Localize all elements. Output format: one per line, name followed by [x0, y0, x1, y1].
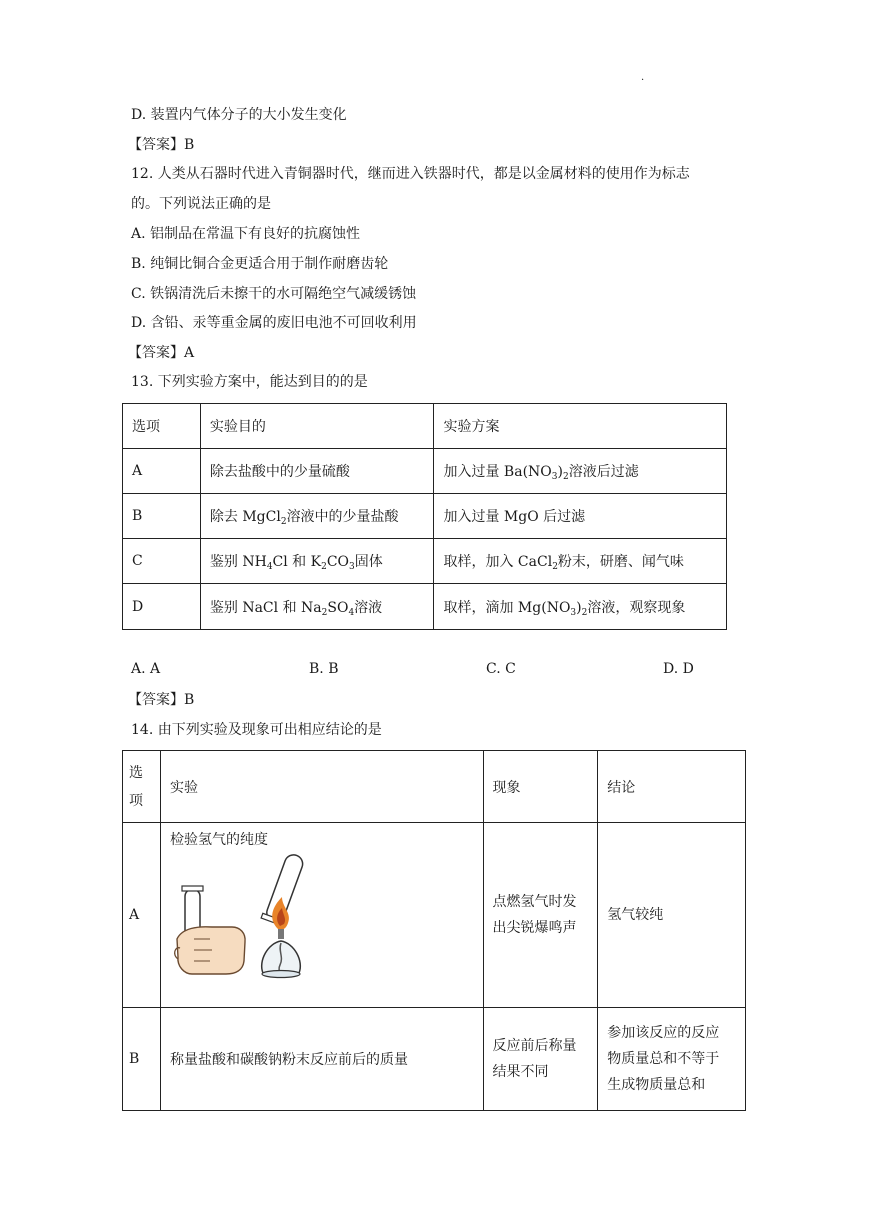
table-row — [123, 584, 727, 630]
table-row — [123, 823, 746, 1008]
text-line: 参加该反应的反应 — [607, 1025, 720, 1041]
q13-header-purpose: 实验目的 — [200, 404, 434, 449]
subscript: 4 — [266, 562, 273, 572]
q13-answer: 【答案】B — [128, 692, 195, 708]
text-fragment: SO — [327, 599, 349, 616]
q13-choice-b: B. B — [309, 661, 339, 677]
subscript: 2 — [562, 472, 569, 482]
q14-row-a-phenomenon — [483, 823, 598, 1008]
q14-row-a-option: A — [123, 823, 161, 1008]
subscript: 2 — [581, 607, 588, 618]
text-fragment: ) — [576, 599, 582, 616]
text-line: 结果不同 — [492, 1064, 549, 1080]
q12-option-d: D. 含铅、汞等重金属的废旧电池不可回收利用 — [131, 315, 417, 331]
q14-row-b-option: B — [123, 1008, 161, 1111]
q12-option-a: A. 铝制品在常温下有良好的抗腐蚀性 — [131, 226, 361, 242]
q14-header-phenomenon: 现象 — [483, 751, 598, 823]
text-fragment: Cl 和 K — [272, 554, 322, 570]
q14-header-experiment: 实验 — [160, 751, 483, 823]
text-line: 选 — [129, 764, 143, 781]
text-fragment: CO — [326, 554, 350, 570]
q13-row-c-plan — [434, 539, 727, 584]
subscript: 3 — [551, 472, 558, 482]
subscript: 4 — [348, 607, 355, 618]
q13-row-a-option: A — [123, 449, 201, 494]
subscript: 2 — [321, 562, 327, 572]
text-line: 出尖锐爆鸣声 — [492, 920, 577, 936]
q13-row-b-purpose — [200, 494, 434, 539]
subscript: 3 — [570, 607, 577, 618]
text-fragment: 溶液 — [354, 599, 383, 616]
table-row — [123, 539, 727, 584]
text-line: 氢气较纯 — [607, 907, 664, 923]
q12-stem-line1: 12. 人类从石器时代进入青铜器时代，继而进入铁器时代，都是以金属材料的使用作为标志 — [131, 166, 690, 182]
q13-choice-d: D. D — [663, 661, 694, 677]
q14-row-a-experiment-text: 检验氢气的纯度 — [169, 832, 268, 848]
text-fragment: 除去 MgCl — [209, 509, 281, 525]
text-fragment: 固体 — [354, 554, 383, 570]
q14-stem: 14. 由下列实验及现象可出相应结论的是 — [131, 722, 382, 738]
q13-table — [122, 403, 727, 630]
text-line: 项 — [129, 792, 143, 809]
q13-row-d-plan — [434, 584, 727, 630]
q13-header-plan: 实验方案 — [434, 404, 727, 449]
q13-row-c-option: C — [123, 539, 201, 584]
q12-stem-line2: 的。下列说法正确的是 — [131, 196, 271, 212]
q14-row-a-conclusion — [598, 823, 746, 1008]
text-fragment: 除去盐酸中的少量硫酸 — [209, 464, 350, 480]
q13-row-c-purpose — [200, 539, 434, 584]
q14-header-conclusion: 结论 — [598, 751, 746, 823]
text-line: 生成物质量总和 — [607, 1077, 706, 1093]
text-fragment: 溶液，观察现象 — [587, 599, 686, 616]
q14-row-b-experiment: 称量盐酸和碳酸钠粉末反应前后的质量 — [160, 1008, 483, 1111]
q14-header-option — [123, 751, 161, 823]
q14-table — [122, 750, 746, 1111]
q13-header-option: 选项 — [123, 404, 201, 449]
subscript: 2 — [321, 607, 328, 618]
header-dot: . — [641, 72, 645, 83]
q11-option-d: D. 装置内气体分子的大小发生变化 — [131, 107, 347, 123]
alcohol-lamp-icon — [262, 929, 301, 978]
text-fragment: 溶液中的少量盐酸 — [286, 509, 399, 525]
text-line: 反应前后称量 — [492, 1038, 577, 1054]
q13-row-d-option: D — [123, 584, 201, 630]
q13-stem: 13. 下列实验方案中，能达到目的的是 — [131, 374, 368, 390]
text-fragment: 取样，加入 CaCl — [443, 554, 553, 570]
table-row — [123, 449, 727, 494]
q13-row-b-option: B — [123, 494, 201, 539]
hydrogen-purity-test-illustration — [170, 853, 320, 993]
q14-row-b-phenomenon — [483, 1008, 598, 1111]
q13-header-row — [123, 404, 727, 449]
table-row — [123, 494, 727, 539]
q13-choice-a: A. A — [131, 661, 161, 677]
q13-row-b-plan — [434, 494, 727, 539]
q14-row-b-conclusion — [598, 1008, 746, 1111]
q13-row-a-plan — [434, 449, 727, 494]
subscript: 2 — [552, 562, 558, 572]
text-fragment: ) — [557, 464, 563, 480]
text-fragment: 加入过量 MgO 后过滤 — [443, 509, 586, 525]
q13-choice-c: C. C — [486, 661, 516, 677]
text-line: 点燃氢气时发 — [492, 894, 577, 910]
subscript: 2 — [280, 517, 287, 527]
text-fragment: 鉴别 NaCl 和 Na — [209, 599, 322, 616]
q12-option-c: C. 铁锅清洗后未擦干的水可隔绝空气减缓锈蚀 — [131, 286, 417, 302]
q12-option-b: B. 纯铜比铜合金更适合用于制作耐磨齿轮 — [131, 256, 389, 272]
text-fragment: 取样，滴加 Mg(NO — [443, 599, 571, 616]
q14-header-row — [123, 751, 746, 823]
subscript: 3 — [349, 562, 355, 572]
hand-icon — [175, 927, 245, 974]
text-fragment: 鉴别 NH — [209, 554, 267, 570]
text-fragment: 粉末，研磨、闻气味 — [557, 554, 684, 570]
text-line: 物质量总和不等于 — [607, 1051, 720, 1067]
q13-row-d-purpose — [200, 584, 434, 630]
q12-answer: 【答案】A — [128, 345, 195, 361]
table-row — [123, 1008, 746, 1111]
text-fragment: 加入过量 Ba(NO — [443, 464, 552, 480]
q14-row-a-experiment — [160, 823, 483, 1008]
q13-row-a-purpose — [200, 449, 434, 494]
q11-answer: 【答案】B — [128, 137, 195, 153]
text-fragment: 溶液后过滤 — [568, 464, 639, 480]
